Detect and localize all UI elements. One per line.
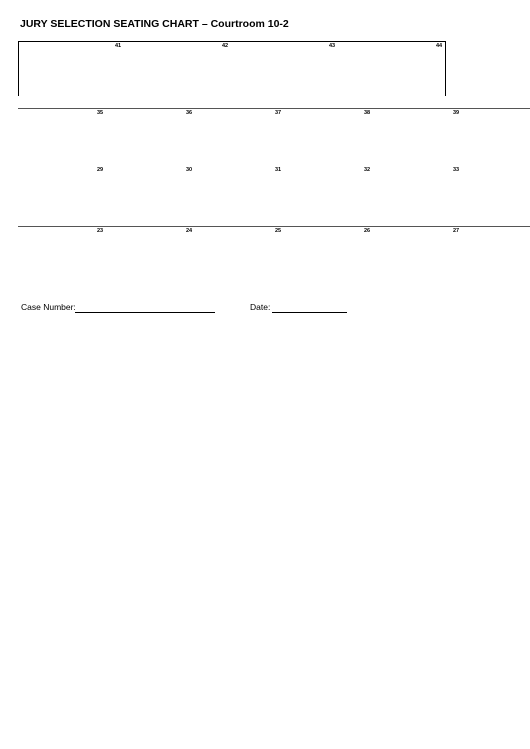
box-left-border [18,41,19,96]
case-number-field[interactable] [75,303,215,313]
date-field[interactable] [272,303,347,313]
seat-number: 27 [452,228,460,234]
jury-box-row-1 [18,41,446,96]
seat-number: 44 [435,43,443,49]
seat-number: 36 [185,110,193,116]
seat-number: 30 [185,167,193,173]
seat-number: 37 [274,110,282,116]
page-title: JURY SELECTION SEATING CHART – Courtroom 10-2 [20,18,289,30]
seat-number: 38 [363,110,371,116]
case-number-label: Case Number: [21,302,76,312]
seat-number: 29 [96,167,104,173]
seat-number: 35 [96,110,104,116]
seat-number: 32 [363,167,371,173]
seat-number: 23 [96,228,104,234]
seat-number: 31 [274,167,282,173]
seat-number: 33 [452,167,460,173]
seat-number: 25 [274,228,282,234]
seat-number: 24 [185,228,193,234]
seat-number: 26 [363,228,371,234]
seat-number: 43 [328,43,336,49]
seat-number: 41 [114,43,122,49]
row-divider [18,108,530,109]
seat-number: 42 [221,43,229,49]
row-divider [18,226,530,227]
date-label: Date: [250,302,271,312]
box-right-border [445,41,446,96]
seat-number: 39 [452,110,460,116]
box-top-border [18,41,446,42]
